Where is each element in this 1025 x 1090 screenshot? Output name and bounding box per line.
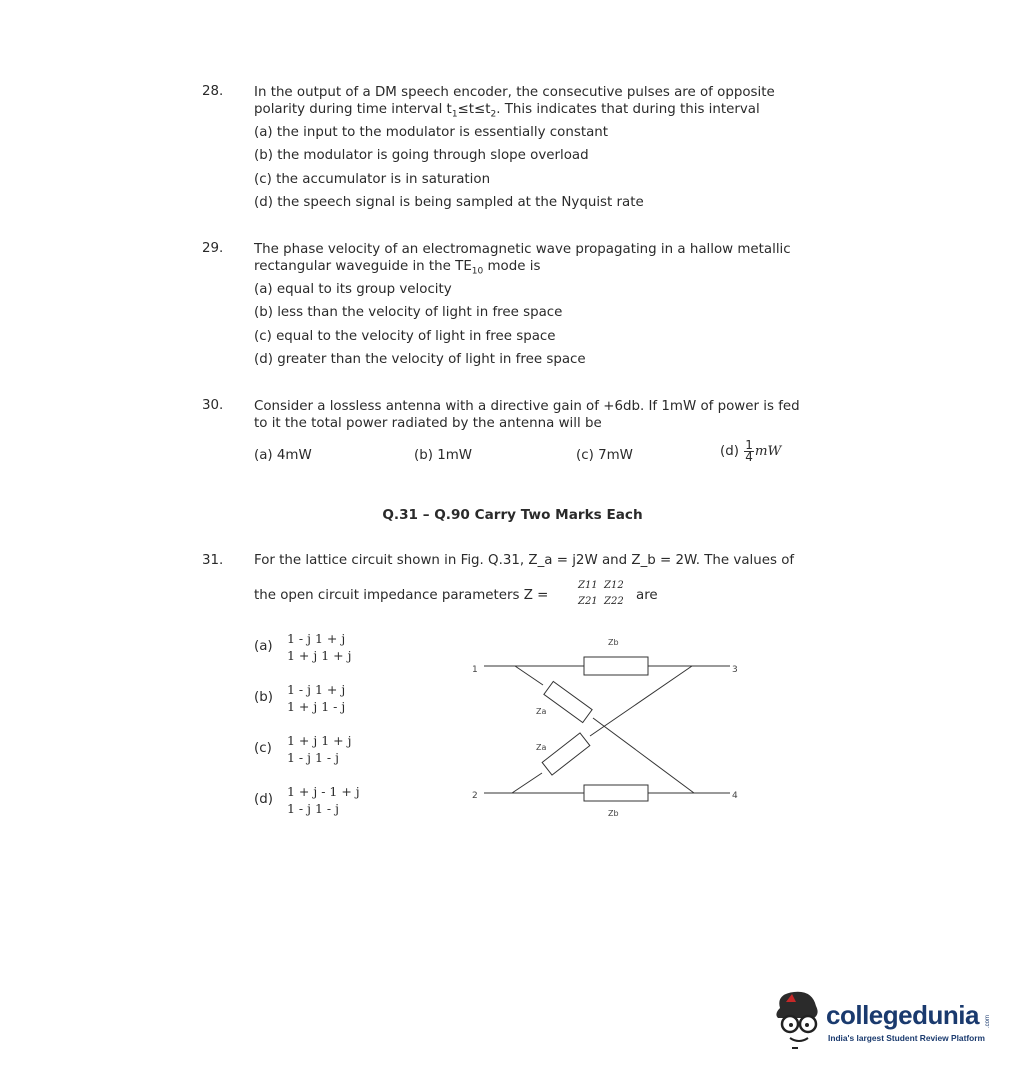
option-a-matrix: 1 - j 1 + j 1 + j 1 + j bbox=[287, 631, 352, 663]
za-upper-label: Za bbox=[536, 707, 547, 716]
option-d: (d) greater than the velocity of light in free space bbox=[254, 352, 586, 367]
option-a-label: (a) bbox=[254, 639, 273, 654]
option-d-label: (d) bbox=[254, 792, 273, 807]
stem-suffix: are bbox=[636, 588, 658, 603]
stem-line: The phase velocity of an electromagnetic wave propagating in a hallow metallic bbox=[254, 242, 791, 257]
za-diag-wire bbox=[515, 666, 543, 685]
question-stem bbox=[254, 241, 854, 281]
option-c-label: (c) bbox=[254, 741, 272, 756]
logo-suffix: .com bbox=[985, 1014, 991, 1028]
lattice-circuit-diagram bbox=[460, 630, 750, 825]
node-1-label: 1 bbox=[472, 665, 478, 675]
option-a: (a) equal to its group velocity bbox=[254, 282, 452, 297]
question-number: 28. bbox=[202, 84, 224, 99]
za-diag-wire bbox=[590, 666, 692, 736]
zb-bottom-label: Zb bbox=[608, 809, 619, 818]
option-d: (d) the speech signal is being sampled at the Nyquist rate bbox=[254, 195, 644, 210]
stem-line: In the output of a DM speech encoder, the consecutive pulses are of opposite bbox=[254, 85, 775, 100]
stem-line: For the lattice circuit shown in Fig. Q.31, Z_a = j2W and Z_b = 2W. The values of bbox=[254, 553, 795, 568]
option-b-label: (b) bbox=[254, 690, 273, 705]
option-b: (b) less than the velocity of light in free space bbox=[254, 305, 563, 320]
option-c: (c) the accumulator is in saturation bbox=[254, 172, 491, 187]
zb-top-label: Zb bbox=[608, 638, 619, 647]
z-matrix: Z11 Z12 Z21 Z22 bbox=[578, 580, 624, 607]
za-lower-resistor bbox=[542, 733, 590, 775]
za-diag-wire bbox=[512, 773, 542, 793]
option-b-matrix: 1 - j 1 + j 1 + j 1 - j bbox=[287, 682, 346, 714]
fraction: $\frac{1}{4}$ bbox=[745, 438, 753, 464]
option-c-matrix: 1 + j 1 + j 1 - j 1 - j bbox=[287, 733, 352, 765]
mascot-icon bbox=[766, 988, 826, 1058]
option-b: (b) the modulator is going through slope overload bbox=[254, 148, 589, 163]
option-c: (c) equal to the velocity of light in free space bbox=[254, 329, 556, 344]
logo-tagline: India's largest Student Review Platform bbox=[828, 1033, 985, 1043]
za-diag-wire bbox=[593, 718, 694, 793]
option-a: (a) 4mW bbox=[254, 448, 312, 463]
logo-wordmark: collegedunia bbox=[826, 1000, 979, 1030]
option-c: (c) 7mW bbox=[576, 448, 633, 463]
stem-line: Consider a lossless antenna with a directive gain of +6db. If 1mW of power is fed bbox=[254, 399, 800, 414]
question-number: 30. bbox=[202, 398, 224, 413]
question-number: 31. bbox=[202, 553, 224, 568]
node-4-label: 4 bbox=[732, 791, 738, 801]
zb-top-resistor bbox=[584, 657, 648, 675]
question-stem bbox=[254, 398, 854, 432]
za-lower-label: Za bbox=[536, 743, 547, 752]
stem-line: to it the total power radiated by the antenna will be bbox=[254, 416, 602, 431]
node-3-label: 3 bbox=[732, 665, 738, 675]
question-stem bbox=[254, 84, 854, 124]
option-d-matrix: 1 + j - 1 + j 1 - j 1 - j bbox=[287, 784, 360, 816]
option-b: (b) 1mW bbox=[414, 448, 473, 463]
section-heading: Q.31 – Q.90 Carry Two Marks Each bbox=[382, 507, 643, 523]
stem-line: rectangular waveguide in the $TE_{10}$ mode is bbox=[254, 259, 541, 277]
zb-bottom-resistor bbox=[584, 785, 648, 801]
node-2-label: 2 bbox=[472, 791, 478, 801]
question-number: 29. bbox=[202, 241, 224, 256]
option-a: (a) the input to the modulator is essentially constant bbox=[254, 125, 609, 140]
stem-line: polarity during time interval $t_1\le t\le t_2$. This indicates that during this interval bbox=[254, 102, 760, 120]
stem-line: the open circuit impedance parameters Z = bbox=[254, 588, 549, 603]
option-d: (d) $\frac{1}{4}$ mW bbox=[720, 438, 782, 464]
za-upper-resistor bbox=[544, 681, 592, 722]
